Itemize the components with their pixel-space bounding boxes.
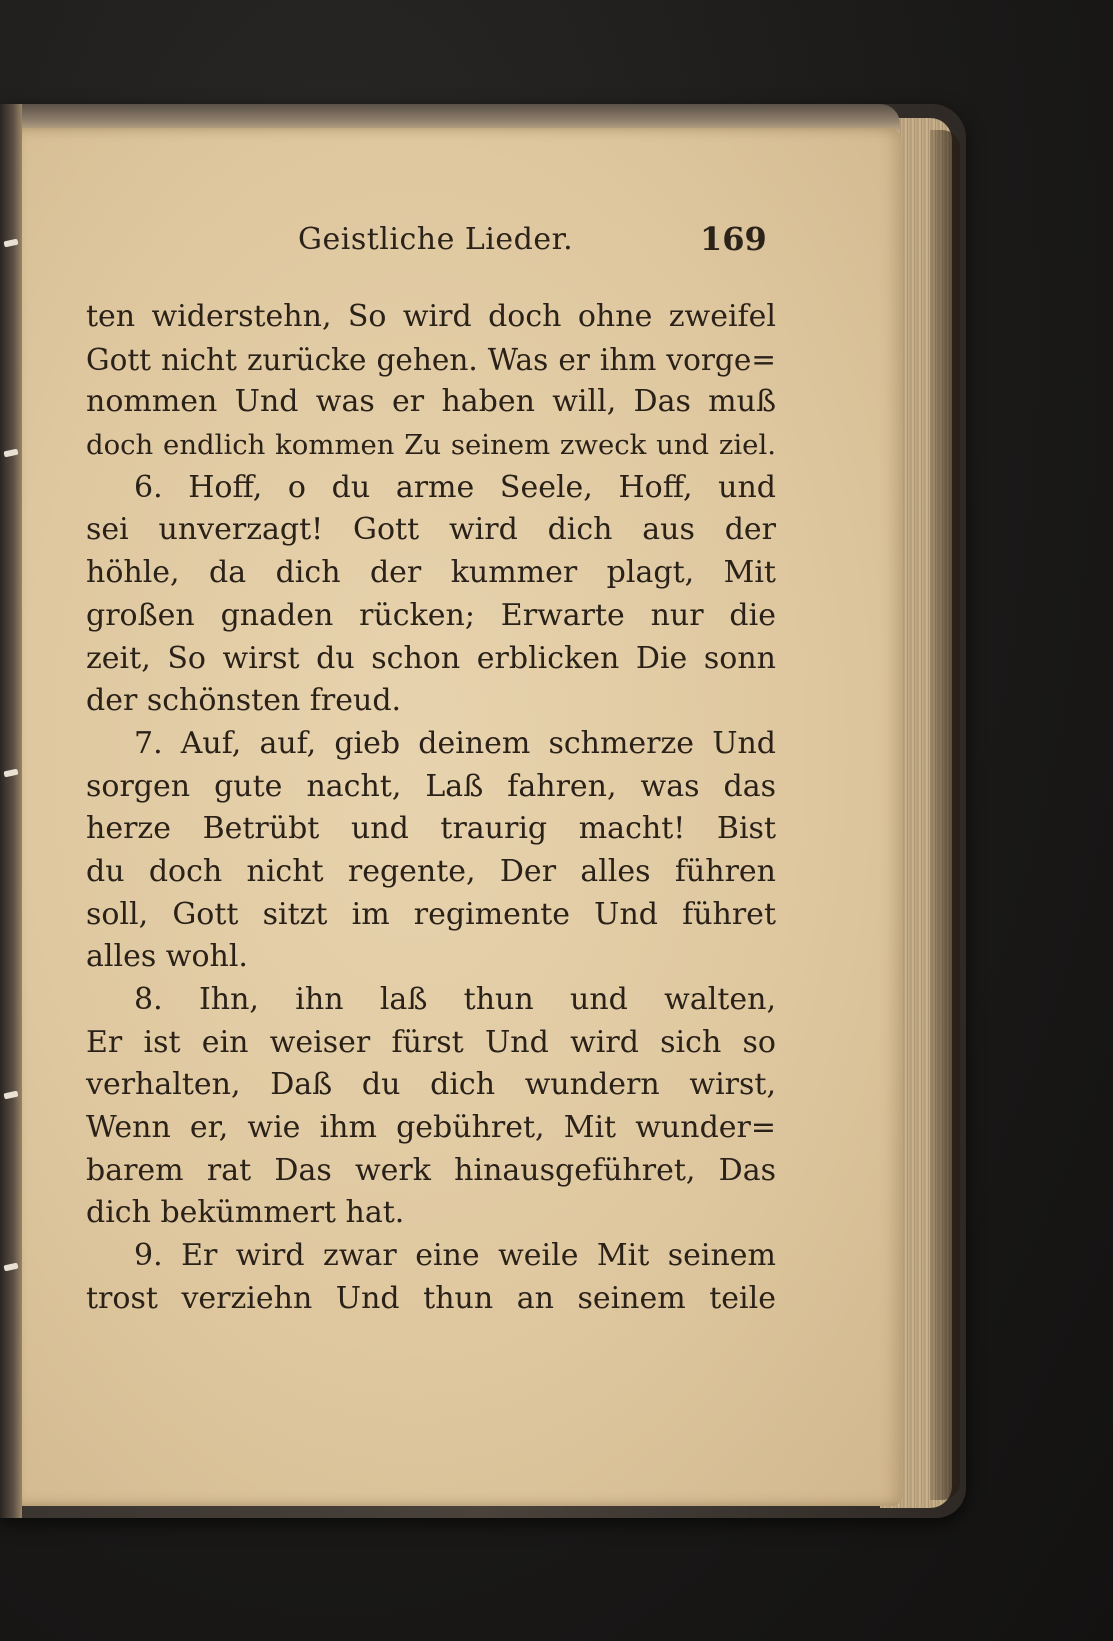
text-line: ten widerstehn, So wird doch ohne zweifel [86,299,776,334]
text-line: sorgen gute nacht, Laß fahren, was das [86,768,776,804]
text-line: 6. Hoff, o du arme Seele, Hoff, und [134,469,776,505]
running-title: Geistliche Lieder. [298,222,574,257]
binding-thread [4,1091,19,1100]
text-line: du doch nicht regente, Der alles führen [86,853,776,889]
page-number: 169 [700,220,767,258]
binding-thread [4,1263,19,1272]
text-line: alles wohl. [86,939,248,975]
text-line: soll, Gott sitzt im regimente Und führet [86,896,776,932]
text-line: 9. Er wird zwar eine weile Mit seinem [134,1238,776,1274]
text-line: dich bekümmert hat. [86,1195,405,1231]
text-line: herze Betrübt und traurig macht! Bist [86,811,776,847]
text-line: verhalten, Daß du dich wundern wirst, [86,1067,776,1103]
text-line: höhle, da dich der kummer plagt, Mit [86,555,776,591]
text-line: doch endlich kommen Zu seinem zweck und ziel. [86,429,776,462]
text-line: Er ist ein weiser fürst Und wird sich so [86,1024,776,1060]
text-line: 8. Ihn, ihn laß thun und walten, [134,982,776,1017]
text-line: großen gnaden rücken; Erwarte nur die [86,597,776,633]
binding-thread [4,449,19,458]
text-line: zeit, So wirst du schon erblicken Die sonn [86,640,776,676]
book-binding [0,104,22,1518]
text-line: barem rat Das werk hinausgeführet, Das [86,1152,776,1188]
text-line: sei unverzagt! Gott wird dich aus der [86,512,776,548]
text-line: nommen Und was er haben will, Das muß [86,384,776,420]
binding-thread [4,769,19,778]
text-line: 7. Auf, auf, gieb deinem schmerze Und [134,725,776,761]
text-line: der schönsten freud. [86,683,402,719]
body-text [86,296,776,1321]
text-line: trost verziehn Und thun an seinem teile [86,1280,776,1316]
text-line: Gott nicht zurücke gehen. Was er ihm vorge= [86,342,776,377]
binding-thread [4,239,19,248]
text-line: Wenn er, wie ihm gebühret, Mit wunder= [86,1110,776,1146]
page-edge-shadow [930,130,960,1500]
